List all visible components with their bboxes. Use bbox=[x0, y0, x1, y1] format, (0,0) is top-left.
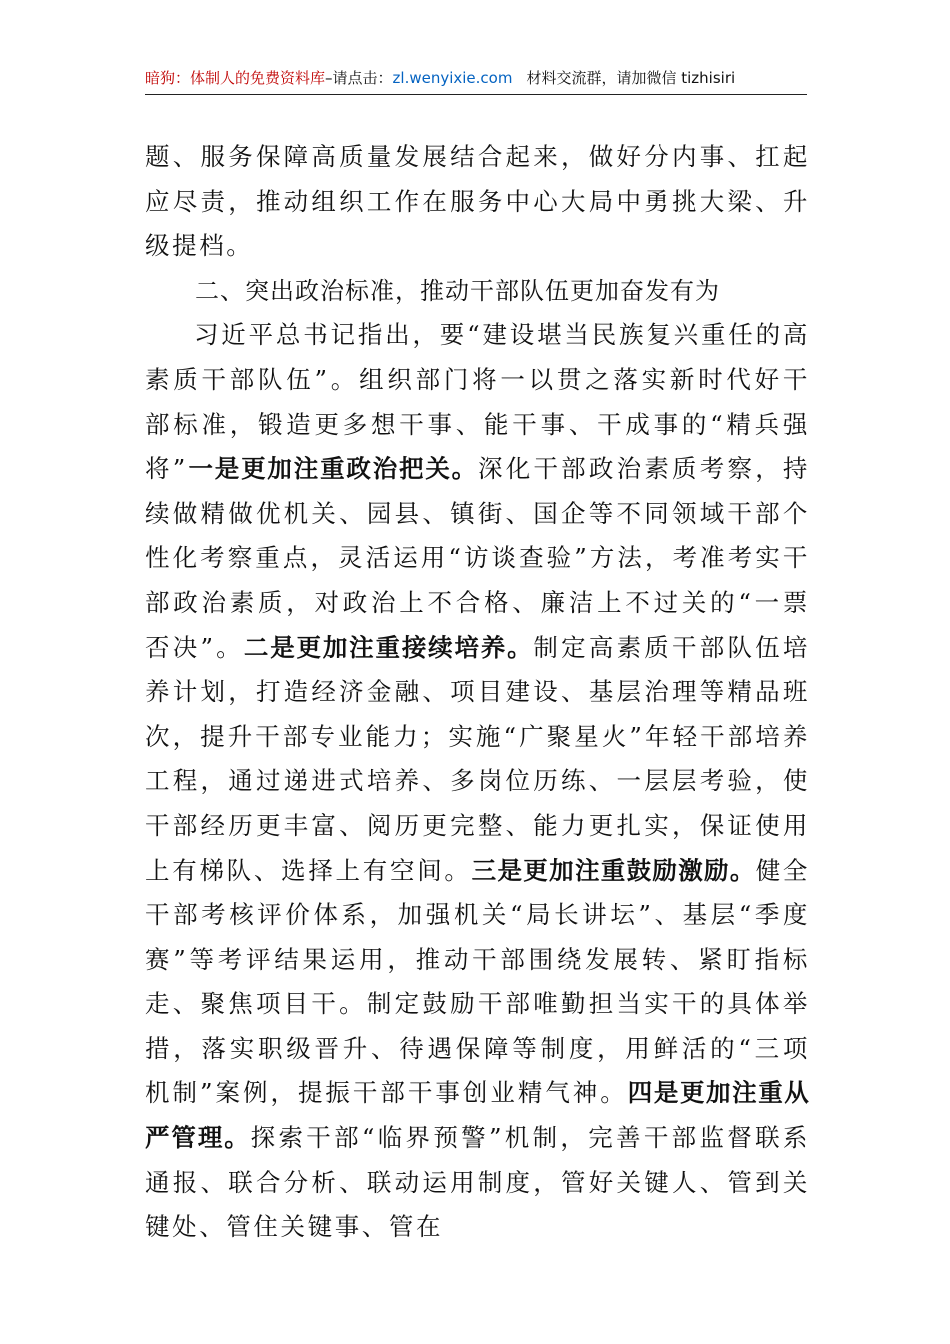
item-3-text: 健全干部考核评价体系，加强机关“局长讲坛”、基层“季度赛”等考评结果运用，推动干部围绕发展转、紧盯指标走、聚焦项目干。制定鼓励干部唯勤担当实干的具体举措，落实职级晋升、待遇保障等制度，用鲜活的“三项机制”案例，提振干部干事创业精气神。 bbox=[145, 855, 811, 1108]
header-brand: 暗狗：体制人的免费资料库 bbox=[145, 69, 326, 87]
page-header bbox=[145, 62, 807, 95]
item-3-title: 三是更加注重鼓励激励。 bbox=[471, 855, 756, 885]
item-2-text: 制定高素质干部队伍培养计划，打造经济金融、项目建设、基层治理等精品班次，提升干部专业能力；实施“广聚星火”年轻干部培养工程，通过递进式培养、多岗位历练、一层层考验，使干部经历更丰富、阅历更完整、能力更扎实，保证使用上有梯队、选择上有空间。 bbox=[145, 632, 810, 885]
item-4-text: 探索干部“临界预警”机制，完善干部监督联系通报、联合分析、联动运用制度，管好关键人、管到关键处、管住关键事、管在 bbox=[145, 1123, 810, 1242]
main-paragraph bbox=[145, 313, 810, 1249]
intro-text: 习近平总书记指出，要“建设堪当民族复兴重任的高素质干部队伍”。组织部门将一以贯之落实新时代好干部标准，锻造更多想干事、能干事、干成事的“精兵强将” bbox=[145, 320, 810, 484]
section-heading: 二、突出政治标准，推动干部队伍更加奋发有为 bbox=[195, 276, 720, 305]
item-4-title: 四是更加注重从严管理。 bbox=[145, 1078, 810, 1153]
header-link[interactable]: zl.wenyixie.com bbox=[392, 69, 513, 87]
document-body bbox=[145, 135, 810, 1250]
header-cta: –请点击： bbox=[325, 69, 393, 87]
header-group-note: 材料交流群，请加微信 tizhisiri bbox=[526, 69, 736, 87]
item-2-title: 二是更加注重接续培养。 bbox=[243, 632, 534, 662]
continuation-paragraph: 题、服务保障高质量发展结合起来，做好分内事、扛起应尽责，推动组织工作在服务中心大局中勇挑大梁、升级提档。 bbox=[145, 142, 810, 261]
item-1-text: 深化干部政治素质考察，持续做精做优机关、园县、镇街、国企等不同领域干部个性化考察重点，灵活运用“访谈查验”方法，考准考实干部政治素质，对政治上不合格、廉洁上不过关的“一票否决”。 bbox=[145, 454, 811, 662]
item-1-title: 一是更加注重政治把关。 bbox=[187, 454, 478, 484]
